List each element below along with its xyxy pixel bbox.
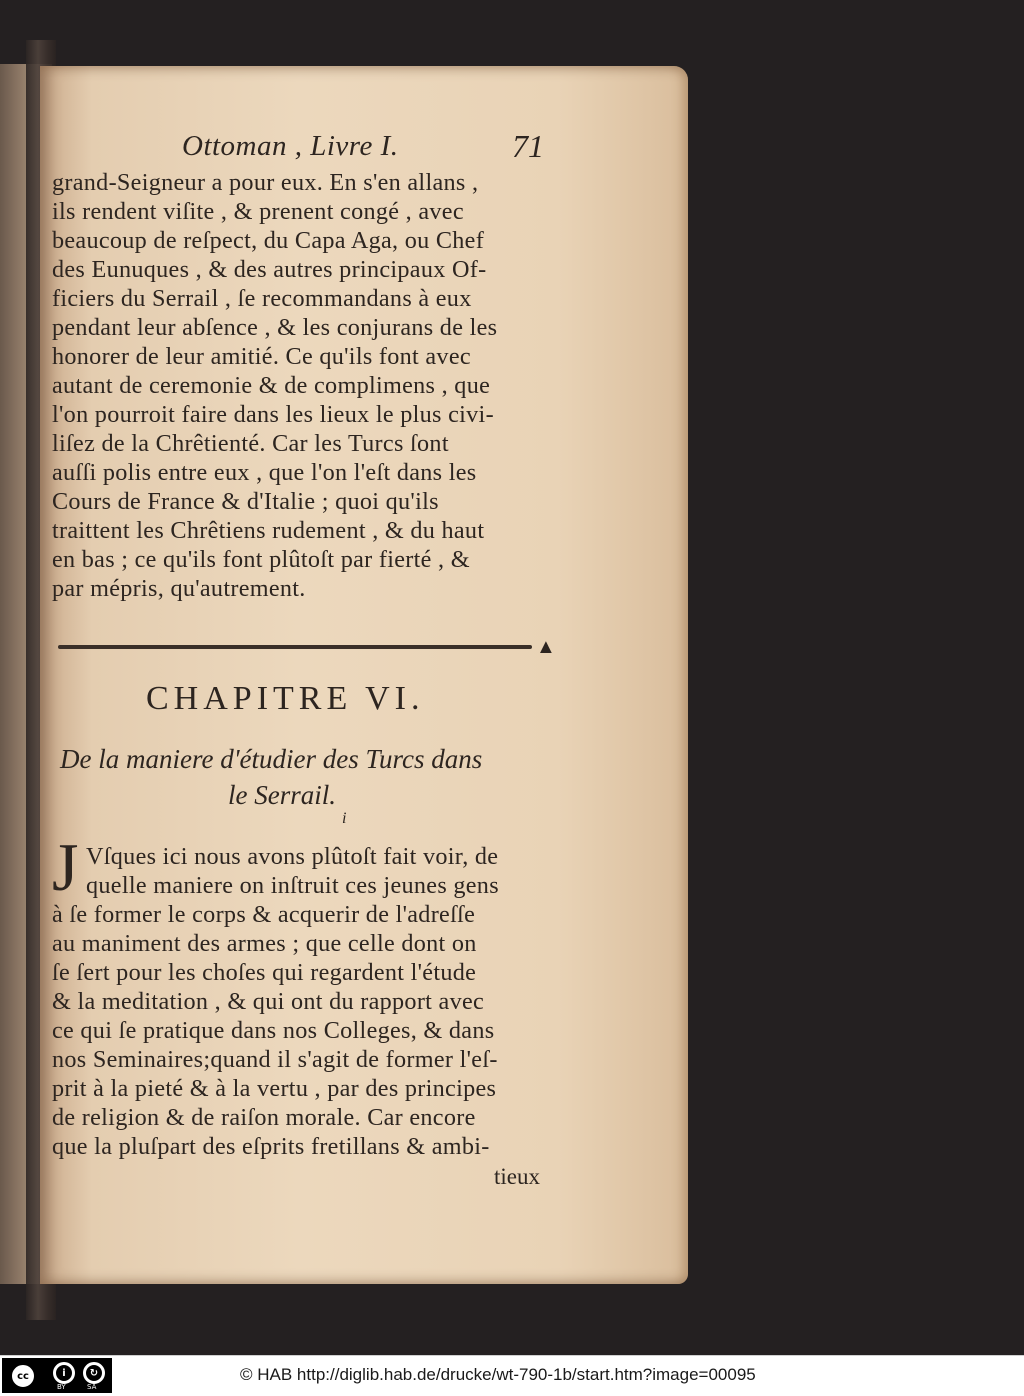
text-line: de religion & de raiſon morale. Car encore xyxy=(52,1104,476,1131)
chapter-subtitle-line-2: le Serrail. xyxy=(228,780,336,810)
text-line: l'on pourroit faire dans les lieux le plus civi- xyxy=(52,401,494,428)
section-rule xyxy=(58,645,532,649)
text-line: auſſi polis entre eux , que l'on l'eſt dans les xyxy=(52,459,477,486)
text-line: liſez de la Chrêtienté. Car les Turcs ſont xyxy=(52,430,449,457)
text-line: Cours de France & d'Italie ; quoi qu'ils xyxy=(52,488,439,515)
catchword: tieux xyxy=(494,1164,540,1189)
text-line: que la pluſpart des eſprits fretillans & ambi- xyxy=(52,1133,490,1160)
text-line: par mépris, qu'autrement. xyxy=(52,575,306,602)
text-line: ils rendent viſite , & prenent congé , avec xyxy=(52,198,464,225)
cc-icon: cc xyxy=(9,1362,37,1390)
creative-commons-license-badge[interactable] xyxy=(2,1358,112,1393)
running-head: Ottoman , Livre I. xyxy=(182,130,399,162)
text-line: traittent les Chrêtiens rudement , & du haut xyxy=(52,517,485,544)
text-line: & la meditation , & qui ont du rapport avec xyxy=(52,988,485,1015)
text-line: à ſe former le corps & acquerir de l'adreſſe xyxy=(52,901,476,928)
rule-ornament: ▲ xyxy=(536,636,556,658)
copyright-url: © HAB http://diglib.hab.de/drucke/wt-790-1b/start.htm?image=00095 xyxy=(240,1365,756,1384)
text-line: au maniment des armes ; que celle dont on xyxy=(52,930,477,957)
page-number: 71 xyxy=(512,128,544,164)
text-line: Vſques ici nous avons plûtoſt fait voir, de xyxy=(86,843,499,870)
text-line: pendant leur abſence , & les conjurans de les xyxy=(52,314,498,341)
share-alike-icon: ↻ xyxy=(83,1362,105,1384)
text-line: des Eunuques , & des autres principaux Of- xyxy=(52,256,487,283)
text-line: prit à la pieté & à la vertu , par des principes xyxy=(52,1075,497,1102)
text-line: ficiers du Serrail , ſe recommandans à eux xyxy=(52,285,472,312)
by-label: BY xyxy=(57,1383,66,1391)
text-line: quelle maniere on inſtruit ces jeunes gens xyxy=(86,872,499,899)
text-line: ce qui ſe pratique dans nos Colleges, & dans xyxy=(52,1017,495,1044)
drop-cap: J xyxy=(52,829,79,905)
subtitle-mark: i xyxy=(342,810,347,827)
credit-footer xyxy=(0,1355,1024,1396)
text-line: nos Seminaires;quand il s'agit de former l'eſ- xyxy=(52,1046,498,1073)
text-line: beaucoup de reſpect, du Capa Aga, ou Chef xyxy=(52,227,485,254)
sa-label: SA xyxy=(87,1383,97,1391)
text-line: en bas ; ce qu'ils font plûtoſt par fierté , & xyxy=(52,546,470,573)
text-line: ſe ſert pour les choſes qui regardent l'étude xyxy=(52,959,477,986)
text-line: autant de ceremonie & de complimens , que xyxy=(52,372,491,399)
text-line: honorer de leur amitié. Ce qu'ils font avec xyxy=(52,343,471,370)
chapter-title: CHAPITRE VI. xyxy=(146,680,425,717)
attribution-icon: i xyxy=(53,1362,75,1384)
chapter-subtitle-line-1: De la maniere d'étudier des Turcs dans xyxy=(60,744,483,774)
text-line: grand-Seigneur a pour eux. En s'en allans , xyxy=(52,169,479,196)
